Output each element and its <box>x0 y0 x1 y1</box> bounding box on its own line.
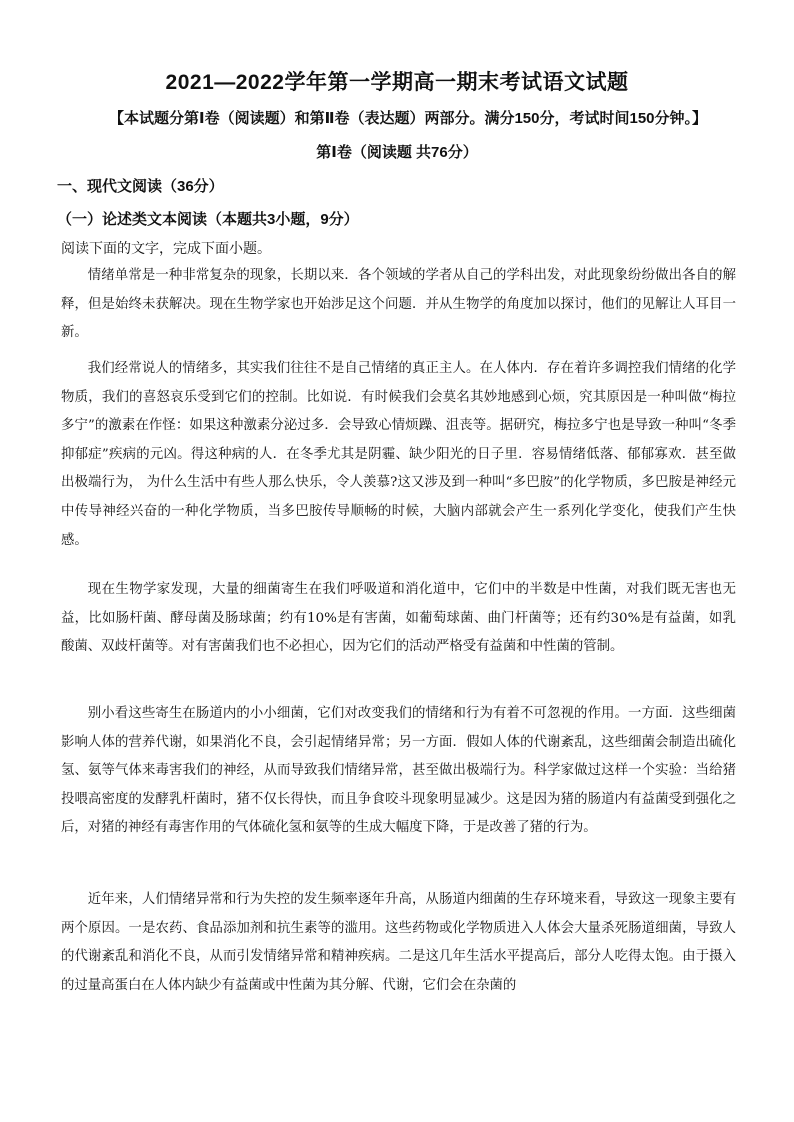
reading-instruction: 阅读下面的文字，完成下面小题。 <box>61 241 271 257</box>
subsection-heading: （一）论述类文本阅读（本题共3小题，9分） <box>57 211 359 228</box>
passage-paragraph: 我们经常说人的情绪多，其实我们往往不是自己情绪的真正主人。在人体内．存在着许多调控我们情绪的化学物质，我们的喜怒哀乐受到它们的控制。比如说．有时候我们会莫名其妙地感到心烦，究其原因是一种叫做“梅拉多宁”的激素在作怪：如果这种激素分泌过多．会导致心情烦躁、沮丧等。据研究，梅拉多宁也是导致一种叫“冬季抑郁症”疾病的元凶。得这种病的人．在冬季尤其是阴霾、缺少阳光的日子里．容易情绪低落、郁郁寡欢．甚至做出极端行为， 为什么生活中有些人那么快乐，令人羡慕?这又涉及到一种叫“多巴胺”的化学物质，多巴胺是神经元中传导神经兴奋的一种化学物质，当多巴胺传导顺畅的时候，大脑内部就会产生一系列化学变化，使我们产生快感。 <box>61 361 736 548</box>
volume-heading: 第Ⅰ卷（阅读题 共76分） <box>316 144 478 161</box>
exam-title: 2021—2022学年第一学期高一期末考试语文试题 <box>165 71 629 94</box>
passage-paragraph: 现在生物学家发现，大量的细菌寄生在我们呼吸道和消化道中，它们中的半数是中性菌，对我们既无害也无益，比如肠杆菌、酵母菌及肠球菌；约有10%是有害菌，如葡萄球菌、曲门杆菌等；还有约30%是有益菌，如乳酸菌、双歧杆菌等。对有害菌我们也不必担心，因为它们的活动严格受有益菌和中性菌的管制。 <box>61 582 736 655</box>
passage-paragraph: 情绪单常是一种非常复杂的现象，长期以来．各个领域的学者从自己的学科出发，对此现象纷纷做出各自的解释，但是始终未获解决。现在生物学家也开始涉足这个问题．并从生物学的角度加以探讨，他们的见解让人耳目一新。 <box>61 268 736 341</box>
section-heading: 一、现代文阅读（36分） <box>57 178 224 195</box>
exam-note: 【本试题分第Ⅰ卷（阅读题）和第Ⅱ卷（表达题）两部分。满分150分，考试时间150分钟。】 <box>108 110 708 127</box>
passage-paragraph: 别小看这些寄生在肠道内的小小细菌，它们对改变我们的情绪和行为有着不可忽视的作用。一方面．这些细菌影响人体的营养代谢，如果消化不良，会引起情绪异常；另一方面．假如人体的代谢紊乱，这些细菌会制造出硫化氢、氨等气体来毒害我们的神经，从而导致我们情绪异常，甚至做出极端行为。科学家做过这样一个实验：当给猪投喂高密度的发酵乳杆菌时，猪不仅长得快，而且争食咬斗现象明显减少。这是因为猪的肠道内有益菌受到强化之后，对猪的神经有毒害作用的气体硫化氢和氨等的生成大幅度下降，于是改善了猪的行为。 <box>61 706 736 836</box>
passage-paragraph: 近年来，人们情绪异常和行为失控的发生频率逐年升高，从肠道内细菌的生存环境来看，导致这一现象主要有两个原因。一是农药、食品添加剂和抗生素等的滥用。这些药物或化学物质进入人体会大量杀死肠道细菌，导致人的代谢紊乱和消化不良，从而引发情绪异常和精神疾病。二是这几年生活水平提高后，部分人吃得太饱。由于摄入的过量高蛋白在人体内缺少有益菌或中性菌为其分解、代谢，它们会在杂菌的 <box>61 892 736 993</box>
